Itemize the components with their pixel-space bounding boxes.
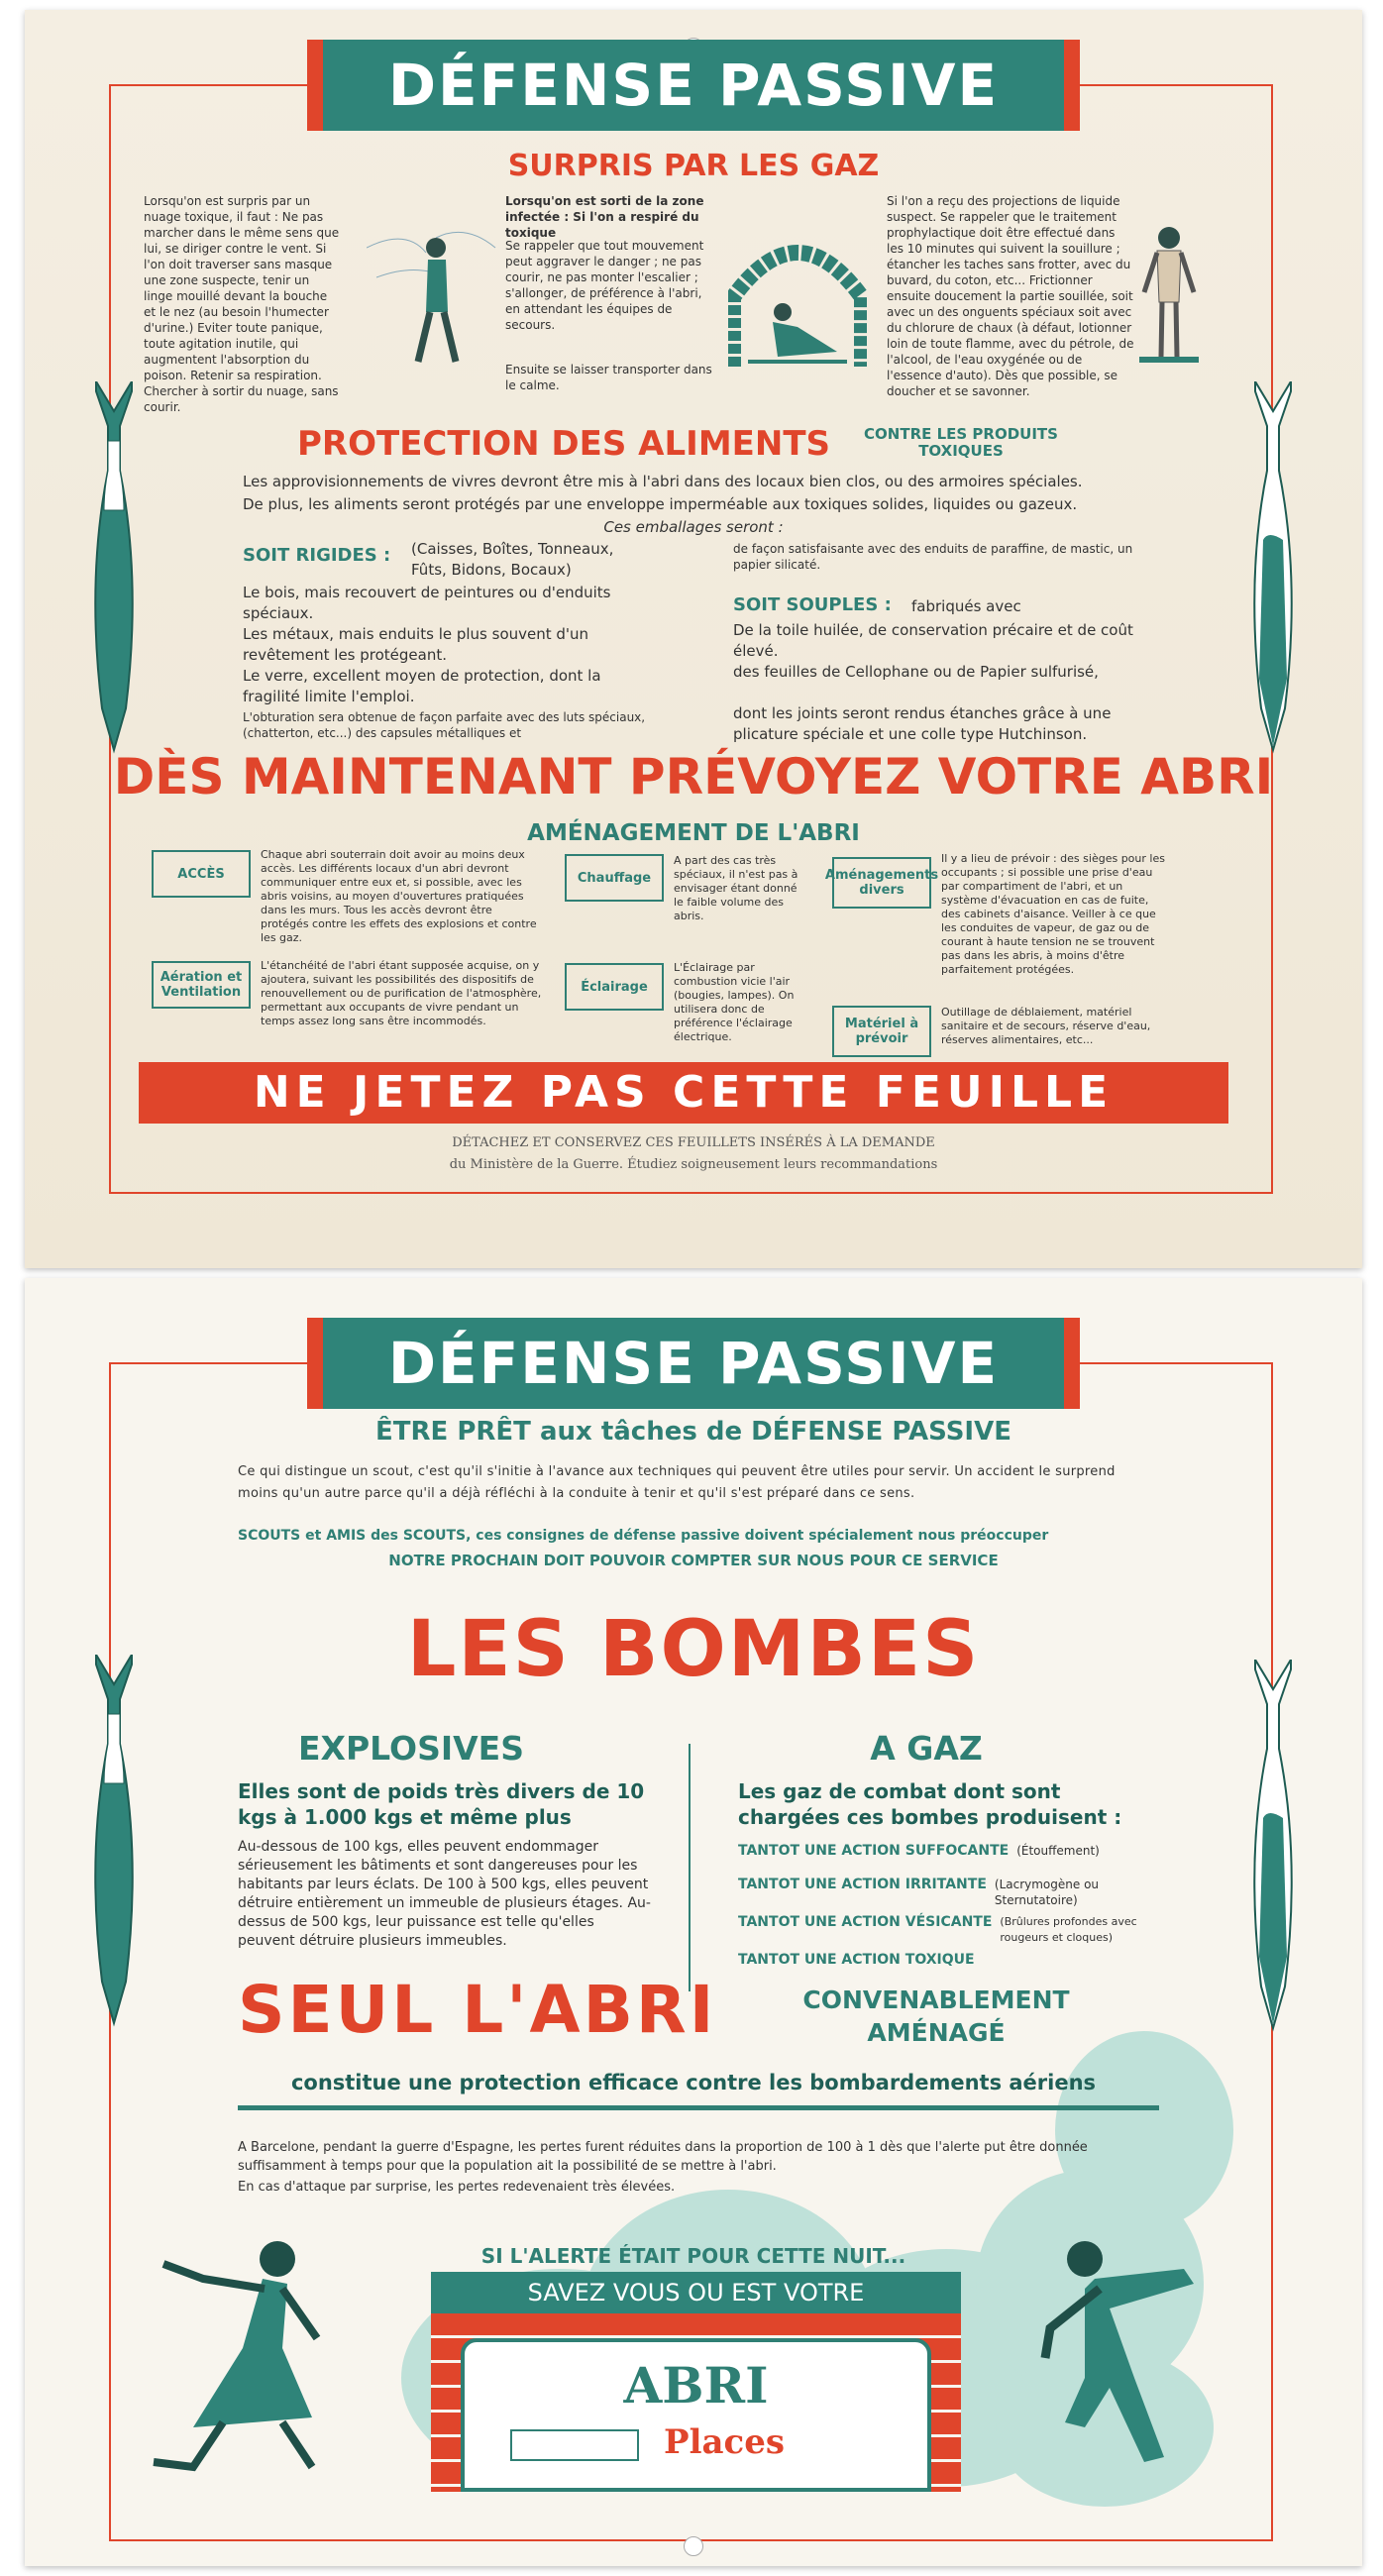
bomb-icon bbox=[84, 1655, 144, 2031]
gas-column-2-text: Se rappeler que tout mouvement peut aggraver le danger ; ne pas courir, ne pas monter l'escalier ; s'allonger, de préférence à l'abri, en attendant les équipes de secours. bbox=[505, 239, 704, 332]
text-aeration: L'étanchéité de l'abri étant supposée acquise, on y ajoutera, suivant les possibilités des dispositifs de renouvellement ou de purification de l'atmosphère, permettant aux occupants de vivre pendant un temps assez long sans être incommodés. bbox=[261, 959, 542, 1027]
intro-text: Ce qui distingue un scout, c'est qu'il s'initie à l'avance aux techniques qui peuvent être utiles pour servir. Un accident le surprend moins qu'un autre parce qu'il a déjà réfléchi à la conduite à tenir et qu'il s'est préparé dans ce sens. bbox=[238, 1464, 1116, 1501]
rigid-label: SOIT RIGIDES : bbox=[243, 545, 391, 566]
list-item: TANTOT UNE ACTION IRRITANTE (Lacrymogène ou Sternutatoire) bbox=[738, 1877, 1100, 1907]
box-acces: ACCÈS bbox=[152, 850, 251, 898]
column-divider bbox=[689, 1744, 691, 1991]
food-text-3: Ces emballages seront : bbox=[603, 518, 784, 536]
gas-column-1: Lorsqu'on est surpris par un nuage toxique, il faut : Ne pas marcher dans le même sens que lui, se diriger contre le vent. Si l'on doit traverser sans masque une zone suspecte, tenir un linge mouillé devant la bouche et le nez (au besoin l'humecter d'urine.) Eviter toute panique, toute agitation inutile, qui augmentent l'absorption du poison. Retenir sa respiration. Chercher à sortir du nuage, sans courir. bbox=[144, 194, 340, 414]
places-count-box bbox=[510, 2429, 639, 2461]
gas-bomb-text: Les gaz de combat dont sont chargées ces bombes produisent : bbox=[738, 1779, 1122, 1829]
shelter-sign-title: ABRI bbox=[623, 2356, 769, 2415]
text-eclairage: L'Éclairage par combustion vicie l'air (bougies, lampes). On utilisera donc de préférence l'éclairage électrique. bbox=[674, 961, 795, 1043]
food-text-1: Les approvisionnements de vivres devront être mis à l'abri dans des locaux bien clos, ou des armoires spéciales. bbox=[243, 473, 1083, 490]
gas-column-2-note: Ensuite se laisser transporter dans le calme. bbox=[505, 363, 712, 392]
rigid-wood: Le bois, mais recouvert de peintures ou d'enduits spéciaux. bbox=[243, 584, 611, 622]
gas-effects-list bbox=[738, 1843, 1174, 1982]
gas-bomb-heading: A GAZ bbox=[870, 1729, 983, 1768]
box-chauffage: Chauffage bbox=[565, 854, 664, 902]
scouts-text: SCOUTS et AMIS des SCOUTS, ces consignes de défense passive doivent spécialement nous préoccuper bbox=[238, 1528, 1049, 1544]
surprise-text: En cas d'attaque par surprise, les pertes redevenaient très élevées. bbox=[238, 2180, 676, 2195]
explosive-heading: EXPLOSIVES bbox=[298, 1729, 524, 1768]
running-man-illustration bbox=[1015, 2229, 1233, 2477]
know-where-banner: SAVEZ VOUS OU EST VOTRE bbox=[431, 2272, 961, 2313]
text-chauffage: A part des cas très spéciaux, il n'est pas à envisager étant donné le faible volume des abris. bbox=[674, 854, 798, 922]
places-label: Places bbox=[664, 2422, 785, 2462]
footer-line-1: DÉTACHEZ ET CONSERVEZ CES FEUILLETS INSÉRÉS À LA DEMANDE bbox=[452, 1135, 935, 1150]
rigid-sealing-cont: de façon satisfaisante avec des enduits de paraffine, de mastic, un papier silicaté. bbox=[733, 542, 1133, 572]
footer-line-2: du Ministère de la Guerre. Étudiez soigneusement leurs recommandations bbox=[449, 1157, 938, 1172]
rigid-metal: Les métaux, mais enduits le plus souvent d'un revêtement les protégeant. bbox=[243, 625, 589, 664]
soft-intro: fabriqués avec bbox=[911, 597, 1021, 615]
gas-column-3: Si l'on a reçu des projections de liquide suspect. Se rappeler que le traitement prophylactique doit être effectué dans les 10 minutes qui suivent la souillure ; étancher les taches sans frotter, avec du buvard, du coton, etc... Frictionner ensuite doucement la partie souillée, soit avec un des onguents spéciaux soit avec du chlorure de chaux (à défaut, lotionner loin de toute flamme, avec du pétrole, de l'alcool, de l'eau oxygénée ou de l'essence d'auto). Dès que possible, se doucher et se savonner. bbox=[887, 194, 1134, 398]
standing-man-illustration bbox=[1129, 223, 1209, 367]
bomb-icon bbox=[84, 381, 144, 758]
text-materiel: Outillage de déblaiement, matériel sanitaire et de secours, réserve d'eau, réserves alimentaires, etc... bbox=[941, 1006, 1151, 1046]
banner-title: DÉFENSE PASSIVE bbox=[307, 40, 1080, 131]
running-woman-illustration bbox=[134, 2229, 332, 2477]
soft-joints: dont les joints seront rendus étanches grâce à une plicature spéciale et une colle type Hutchinson. bbox=[733, 704, 1112, 743]
list-item: TANTOT UNE ACTION VÉSICANTE (Brûlures profondes avec rougeurs et cloques) bbox=[738, 1914, 1137, 1944]
banner-title: DÉFENSE PASSIVE bbox=[307, 1318, 1080, 1409]
box-aeration: Aération et Ventilation bbox=[152, 961, 251, 1009]
box-materiel: Matériel à prévoir bbox=[832, 1006, 931, 1057]
list-item: TANTOT UNE ACTION TOXIQUE bbox=[738, 1952, 975, 1968]
ready-heading: ÊTRE PRÊT aux tâches de DÉFENSE PASSIVE bbox=[375, 1417, 1011, 1447]
food-text-2: De plus, les aliments seront protégés par une enveloppe imperméable aux toxiques solides, liquides ou gazeux. bbox=[243, 495, 1078, 513]
food-heading: PROTECTION DES ALIMENTS bbox=[297, 424, 831, 464]
text-amenagements: Il y a lieu de prévoir : des sièges pour les occupants ; si possible une prise d'eau par compartiment de l'abri, et un système d'évacuation en cas de fuite, des cabinets d'aisance. Veiller à ce que les conduites de vapeur, de gaz ou de courant à haute tension ne se trouvent pas dans les abris, à moins d'être parfaitement protégées. bbox=[941, 852, 1165, 976]
punch-hole bbox=[684, 2536, 703, 2556]
gas-heading: SURPRIS PAR LES GAZ bbox=[507, 149, 880, 183]
only-shelter-heading: SEUL L'ABRI bbox=[238, 1972, 717, 2048]
rigid-list: (Caisses, Boîtes, Tonneaux, Fûts, Bidons, Bocaux) bbox=[411, 540, 614, 579]
bombs-heading: LES BOMBES bbox=[406, 1605, 981, 1694]
shelter-subheading: AMÉNAGEMENT DE L'ABRI bbox=[527, 820, 860, 846]
bomb-icon bbox=[1243, 1660, 1303, 2036]
suitably-fitted: CONVENABLEMENT AMÉNAGÉ bbox=[802, 1986, 1070, 2047]
soft-cellophane: des feuilles de Cellophane ou de Papier sulfurisé, bbox=[733, 663, 1099, 681]
divider-line bbox=[238, 2105, 1159, 2110]
explosive-text: Au-dessous de 100 kgs, elles peuvent endommager sérieusement les bâtiments et sont dangereuses pour les habitants par leurs éclats. De 100 à 500 kgs, elles peuvent détruire entièrement un immeuble de plusieurs étages. Au-dessus de 500 kgs, leur puissance est telle qu'elles peuvent détruire plusieurs immeubles. bbox=[238, 1839, 651, 1949]
box-amenagements: Aménagements divers bbox=[832, 857, 931, 909]
walking-man-illustration bbox=[367, 218, 505, 376]
shelter-arch-illustration bbox=[728, 228, 867, 372]
barcelona-text: A Barcelone, pendant la guerre d'Espagne, les pertes furent réduites dans la proportion de 100 à 1 dès que l'alerte put être donnée suffisamment à temps pour que la population ait la possibilité de se mettre à l'abri. bbox=[238, 2140, 1088, 2174]
gas-column-2-heading: Lorsqu'on est sorti de la zone infectée : Si l'on a respiré du toxique bbox=[505, 194, 704, 240]
service-text: NOTRE PROCHAIN DOIT POUVOIR COMPTER SUR NOUS POUR CE SERVICE bbox=[388, 1552, 999, 1569]
protection-text: constitue une protection efficace contre les bombardements aériens bbox=[290, 2071, 1097, 2094]
bomb-icon bbox=[1243, 381, 1303, 758]
text-acces: Chaque abri souterrain doit avoir au moins deux accès. Les différents locaux d'un abri devront communiquer entre eux et, si possible, avec les abris voisins, au moyen d'ouvertures pratiquées dans les murs. Tous les accès devront être protégés contre les effets des explosions et contre les gaz. bbox=[261, 848, 537, 944]
food-subheading: CONTRE LES PRODUITS TOXIQUES bbox=[864, 425, 1058, 460]
rigid-sealing: L'obturation sera obtenue de façon parfaite avec des luts spéciaux, (chatterton, etc...) des capsules métalliques et bbox=[243, 710, 646, 740]
list-item: TANTOT UNE ACTION SUFFOCANTE (Étouffement) bbox=[738, 1843, 1100, 1859]
keep-sheet-banner: NE JETEZ PAS CETTE FEUILLE bbox=[139, 1062, 1228, 1124]
soft-label: SOIT SOUPLES : bbox=[733, 594, 892, 615]
box-eclairage: Éclairage bbox=[565, 963, 664, 1011]
rigid-glass: Le verre, excellent moyen de protection, dont la fragilité limite l'emploi. bbox=[243, 667, 601, 705]
shelter-heading: DÈS MAINTENANT PRÉVOYEZ VOTRE ABRI bbox=[113, 748, 1274, 805]
explosive-weight: Elles sont de poids très divers de 10 kgs à 1.000 kgs et même plus bbox=[238, 1779, 645, 1829]
soft-oilcloth: De la toile huilée, de conservation précaire et de coût élevé. bbox=[733, 621, 1133, 660]
alert-text: SI L'ALERTE ÉTAIT POUR CETTE NUIT... bbox=[480, 2244, 906, 2268]
upper-leaflet bbox=[25, 10, 1362, 1268]
lower-leaflet bbox=[25, 1278, 1362, 2566]
